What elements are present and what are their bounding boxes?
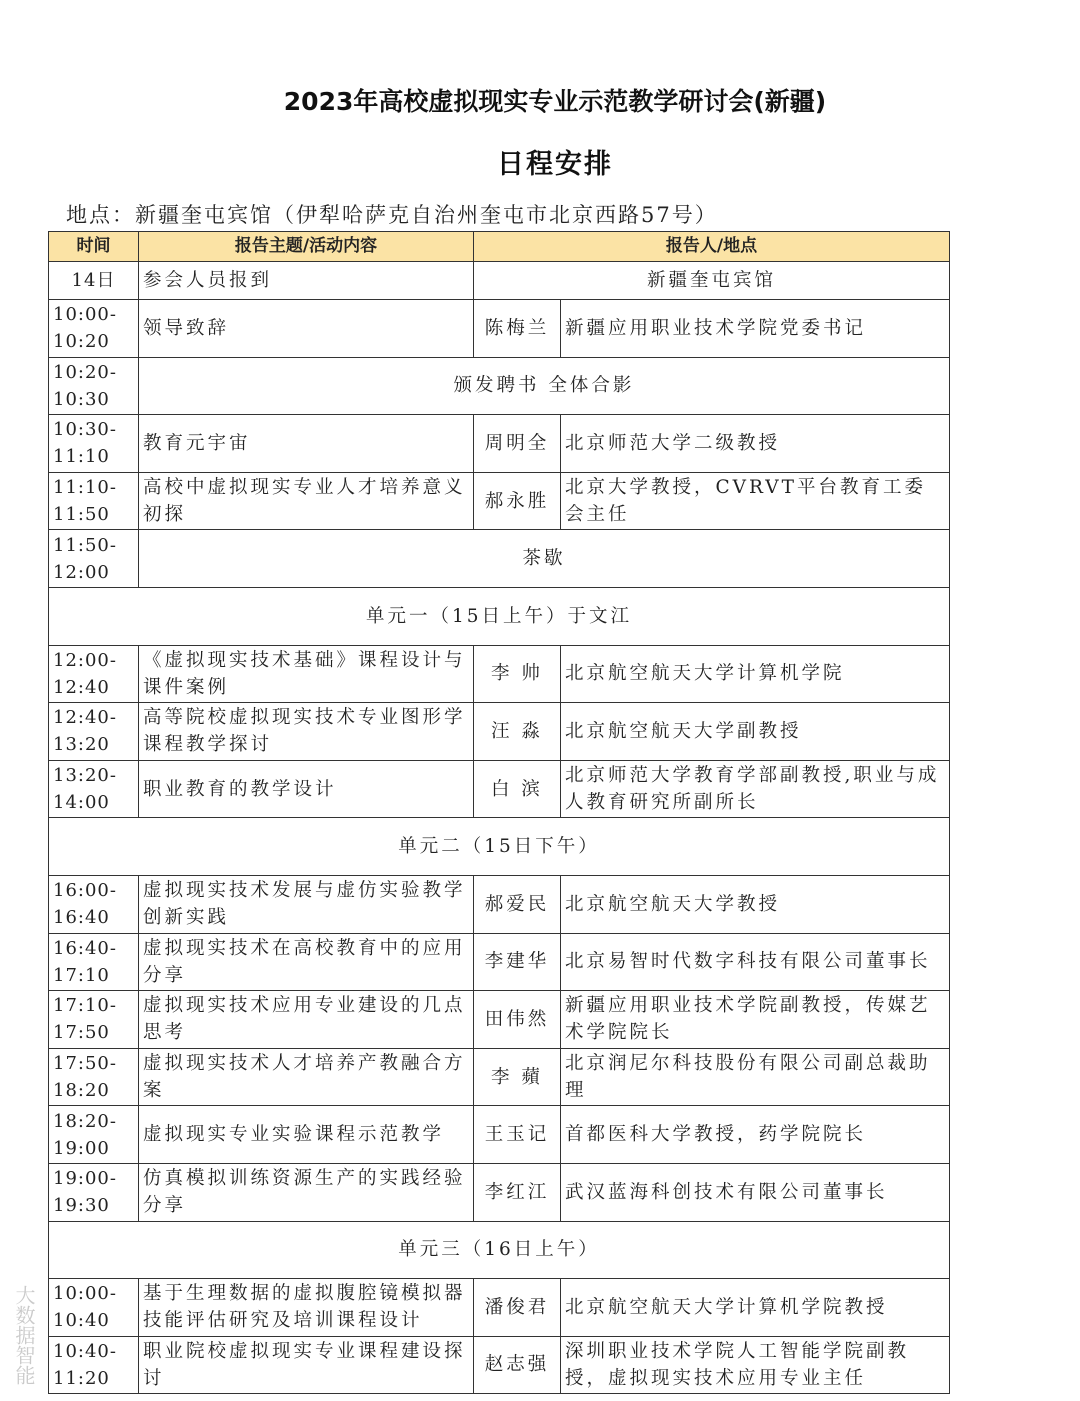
table-row [49, 530, 950, 588]
topic-cell: 虚拟现实技术在高校教育中的应用分享 [139, 933, 474, 991]
table-row [49, 472, 950, 530]
affiliation-cell: 新疆应用职业技术学院副教授，传媒艺术学院院长 [561, 991, 950, 1049]
affiliation-cell: 北京大学教授，CVRVT平台教育工委会主任 [561, 472, 950, 530]
topic-cell: 高等院校虚拟现实技术专业图形学课程教学探讨 [139, 703, 474, 761]
table-row [49, 357, 950, 415]
table-row [49, 1163, 950, 1221]
time-cell: 10:40-11:20 [49, 1336, 139, 1394]
speaker-cell: 周明全 [474, 415, 561, 473]
time-cell: 10:30-11:10 [49, 415, 139, 473]
topic-cell: 仿真模拟训练资源生产的实践经验分享 [139, 1163, 474, 1221]
table-row [49, 645, 950, 703]
document-title: 2023年高校虚拟现实专业示范教学研讨会(新疆) [283, 87, 827, 116]
speaker-cell: 汪 淼 [474, 703, 561, 761]
topic-cell: 虚拟现实技术人才培养产教融合方案 [139, 1048, 474, 1106]
speaker-cell: 郝永胜 [474, 472, 561, 530]
time-cell: 19:00-19:30 [49, 1163, 139, 1221]
schedule-table [48, 231, 950, 1394]
time-cell: 16:40-17:10 [49, 933, 139, 991]
time-cell: 12:00-12:40 [49, 645, 139, 703]
table-row [49, 300, 950, 358]
time-cell: 10:00-10:20 [49, 300, 139, 358]
activity-cell: 颁发聘书 全体合影 [139, 357, 950, 415]
unit-heading: 单元三（16日上午） [49, 1221, 950, 1279]
header-time: 时间 [49, 232, 139, 262]
affiliation-cell: 深圳职业技术学院人工智能学院副教授，虚拟现实技术应用专业主任 [561, 1336, 950, 1394]
table-row [49, 991, 950, 1049]
document-subtitle: 日程安排 [497, 149, 613, 180]
unit-heading: 单元一（15日上午）于文江 [49, 587, 950, 645]
topic-cell: 职业院校虚拟现实专业课程建设探讨 [139, 1336, 474, 1394]
topic-cell: 《虚拟现实技术基础》课程设计与课件案例 [139, 645, 474, 703]
table-row [49, 587, 950, 645]
affiliation-cell: 北京航空航天大学计算机学院教授 [561, 1279, 950, 1337]
affiliation-cell: 新疆应用职业技术学院党委书记 [561, 300, 950, 358]
venue: 地点：新疆奎屯宾馆（伊犁哈萨克自治州奎屯市北京西路57号） [66, 203, 718, 227]
watermark: 大数据智能 [12, 1285, 36, 1385]
table-row [49, 415, 950, 473]
topic-cell: 领导致辞 [139, 300, 474, 358]
table-row [49, 1221, 950, 1279]
table-row [49, 1279, 950, 1337]
time-cell: 11:50-12:00 [49, 530, 139, 588]
table-row [49, 1336, 950, 1394]
topic-cell: 职业教育的教学设计 [139, 760, 474, 818]
affiliation-cell: 北京易智时代数字科技有限公司董事长 [561, 933, 950, 991]
speaker-cell: 潘俊君 [474, 1279, 561, 1337]
affiliation-cell: 北京航空航天大学教授 [561, 875, 950, 933]
table-row [49, 818, 950, 876]
topic-cell: 教育元宇宙 [139, 415, 474, 473]
speaker-cell: 赵志强 [474, 1336, 561, 1394]
speaker-cell: 田伟然 [474, 991, 561, 1049]
affiliation-cell: 武汉蓝海科创技术有限公司董事长 [561, 1163, 950, 1221]
affiliation-cell: 北京航空航天大学计算机学院 [561, 645, 950, 703]
unit-heading: 单元二（15日下午） [49, 818, 950, 876]
time-cell: 11:10-11:50 [49, 472, 139, 530]
topic-cell: 虚拟现实技术应用专业建设的几点思考 [139, 991, 474, 1049]
time-cell: 12:40-13:20 [49, 703, 139, 761]
topic-cell: 基于生理数据的虚拟腹腔镜模拟器技能评估研究及培训课程设计 [139, 1279, 474, 1337]
header-topic: 报告主题/活动内容 [139, 232, 474, 262]
topic-cell: 虚拟现实技术发展与虚仿实验教学创新实践 [139, 875, 474, 933]
speaker-cell: 郝爱民 [474, 875, 561, 933]
time-cell: 17:50-18:20 [49, 1048, 139, 1106]
affiliation-cell: 北京航空航天大学副教授 [561, 703, 950, 761]
time-cell: 18:20-19:00 [49, 1106, 139, 1164]
table-row [49, 760, 950, 818]
affiliation-cell: 北京师范大学教育学部副教授,职业与成人教育研究所副所长 [561, 760, 950, 818]
place-cell: 新疆奎屯宾馆 [474, 262, 950, 300]
speaker-cell: 李 帅 [474, 645, 561, 703]
topic-cell: 虚拟现实专业实验课程示范教学 [139, 1106, 474, 1164]
affiliation-cell: 北京师范大学二级教授 [561, 415, 950, 473]
time-cell: 14日 [49, 262, 139, 300]
time-cell: 13:20-14:00 [49, 760, 139, 818]
table-row [49, 262, 950, 300]
table-row [49, 933, 950, 991]
table-header [49, 232, 950, 262]
table-row [49, 703, 950, 761]
speaker-cell: 李红江 [474, 1163, 561, 1221]
table-row [49, 1106, 950, 1164]
topic-cell: 高校中虚拟现实专业人才培养意义初探 [139, 472, 474, 530]
table-row [49, 1048, 950, 1106]
time-cell: 16:00-16:40 [49, 875, 139, 933]
table-row [49, 875, 950, 933]
speaker-cell: 李建华 [474, 933, 561, 991]
speaker-cell: 王玉记 [474, 1106, 561, 1164]
affiliation-cell: 首都医科大学教授，药学院院长 [561, 1106, 950, 1164]
speaker-cell: 白 滨 [474, 760, 561, 818]
topic-cell: 参会人员报到 [139, 262, 474, 300]
time-cell: 10:20-10:30 [49, 357, 139, 415]
header-speaker: 报告人/地点 [474, 232, 950, 262]
affiliation-cell: 北京润尼尔科技股份有限公司副总裁助理 [561, 1048, 950, 1106]
speaker-cell: 陈梅兰 [474, 300, 561, 358]
speaker-cell: 李 蘋 [474, 1048, 561, 1106]
time-cell: 17:10-17:50 [49, 991, 139, 1049]
activity-cell: 茶歇 [139, 530, 950, 588]
time-cell: 10:00-10:40 [49, 1279, 139, 1337]
